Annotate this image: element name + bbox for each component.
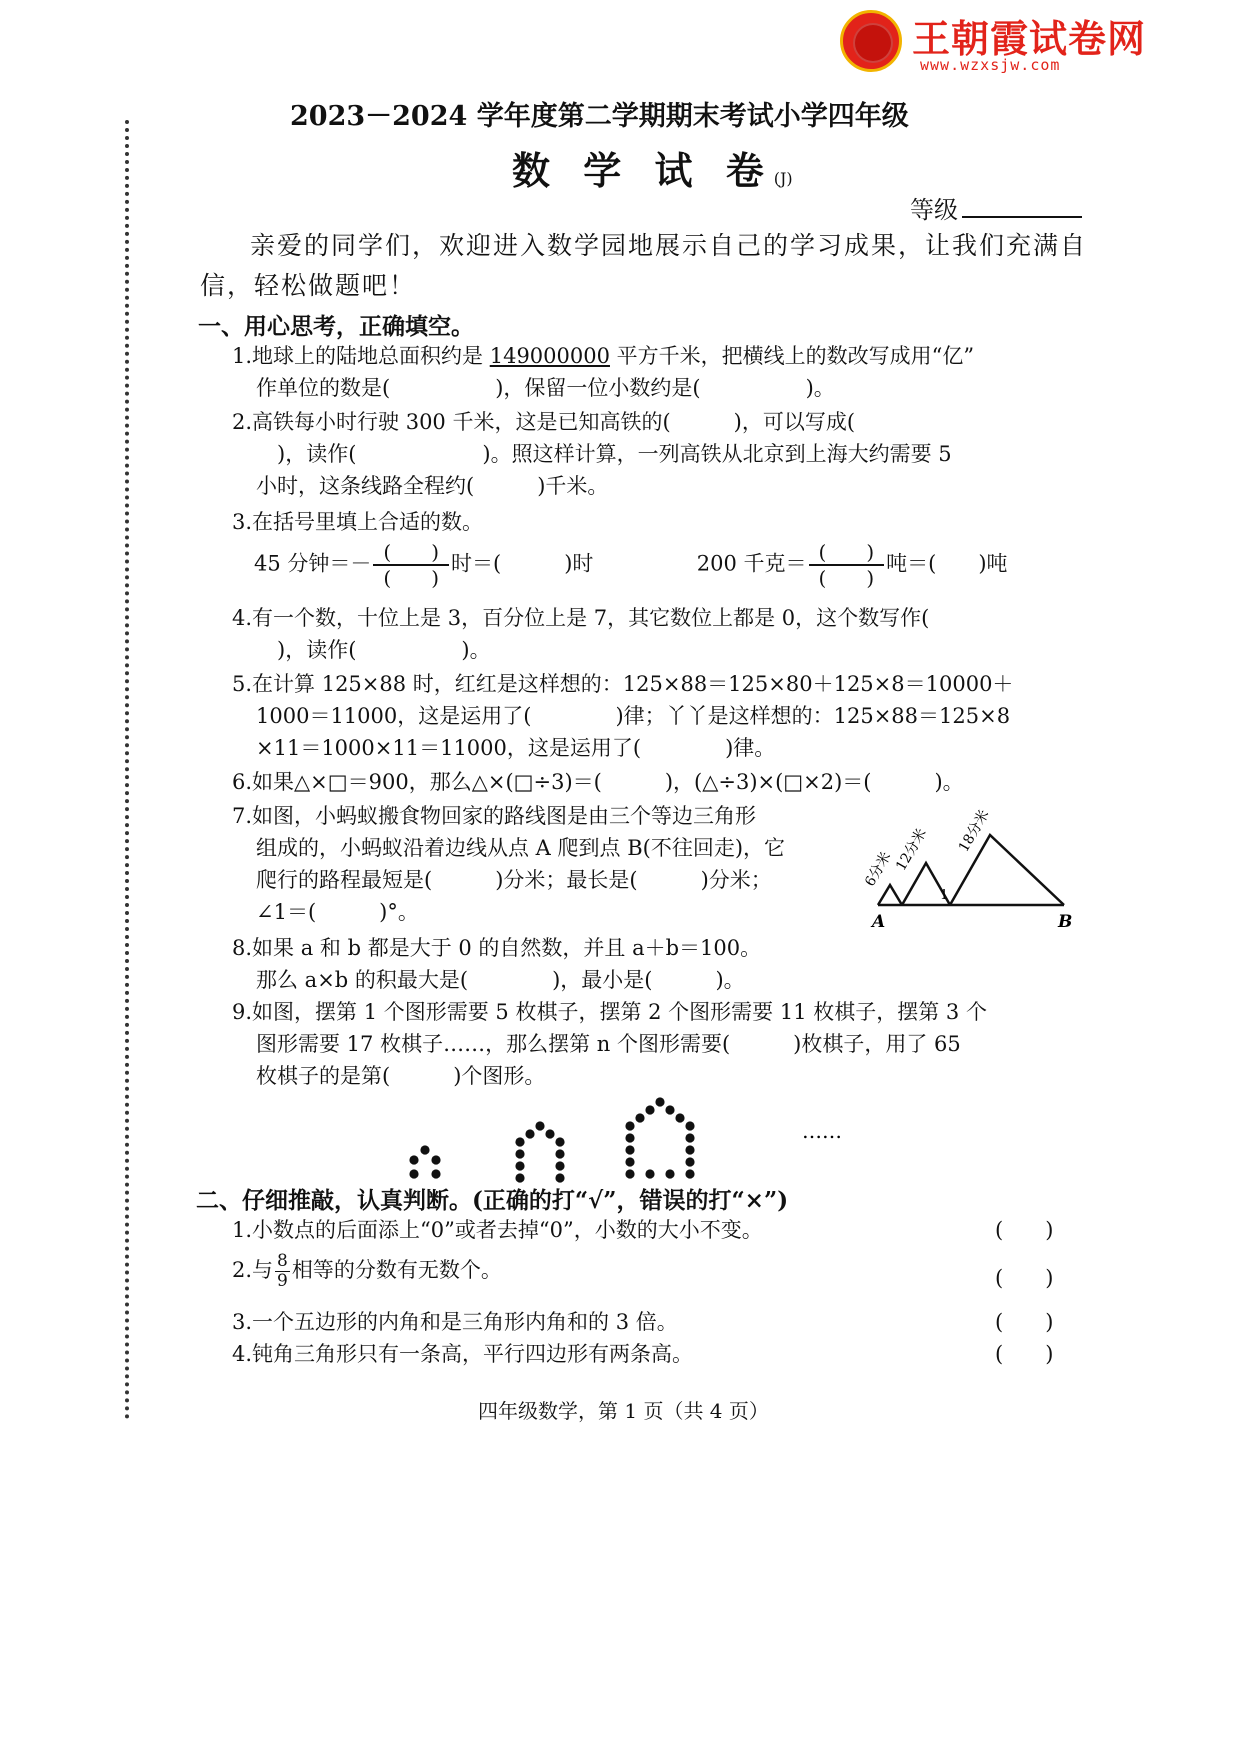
frac-den: ( ) (818, 566, 875, 590)
q3-fraction-a[interactable] (373, 540, 449, 590)
chess-piece-dot (545, 1129, 554, 1138)
q8-line1: 8.如果 a 和 b 都是大于 0 的自然数，并且 a＋b＝100。 (232, 936, 762, 960)
judge-item-2-text: 相等的分数有无数个。 (291, 1258, 502, 1282)
fraction-8-9 (275, 1252, 290, 1291)
q1-text-b: 平方千米，把横线上的数改写成用“亿” (609, 344, 975, 368)
q8-line2: 那么 a×b 的积最大是( )，最小是( )。 (256, 968, 745, 992)
frac-num: ( ) (809, 540, 885, 566)
q9-line2: 图形需要 17 枚棋子……，那么摆第 n 个图形需要( )枚棋子，用了 65 (256, 1032, 961, 1056)
page-footer: 四年级数学，第 1 页（共 4 页） (478, 1399, 769, 1423)
grade-label: 等级 (910, 196, 958, 224)
ant-route-triangle-figure (862, 795, 1078, 935)
q9-line1: 9.如图，摆第 1 个图形需要 5 枚棋子，摆第 2 个图形需要 11 枚棋子，摆第 3 个 (232, 1000, 987, 1024)
label-18dm: 18分米 (955, 807, 993, 855)
question-6: 6.如果△×□＝900，那么△×(□÷3)＝( )，(△÷3)×(□×2)＝( )。 (232, 770, 964, 794)
q3-b-prefix: 200 千克＝ (696, 551, 807, 576)
binding-dotted-line (125, 120, 129, 1420)
chess-piece-dot (409, 1169, 418, 1178)
chess-piece-dot (625, 1145, 634, 1154)
q9-line3: 枚棋子的是第( )个图形。 (256, 1064, 546, 1088)
q7-line1: 7.如图，小蚂蚁搬食物回家的路线图是由三个等边三角形 (232, 804, 757, 828)
subject-title-text: 数 学 试 卷 (512, 148, 774, 193)
section2-heading: 二、仔细推敲，认真判断。(正确的打“√”，错误的打“×”) (196, 1187, 789, 1214)
q5-line2: 1000＝11000，这是运用了( )律；丫丫是这样想的：125×88＝125×8 (256, 704, 1011, 728)
chess-piece-dot (625, 1133, 634, 1142)
intro-paragraph: 亲爱的同学们，欢迎进入数学园地展示自己的学习成果，让我们充满自信，轻松做题吧！ (200, 231, 1088, 300)
q7-line4: ∠1＝( )°。 (256, 900, 419, 924)
q3-a-prefix: 45 分钟＝－ (254, 551, 372, 576)
chess-piece-dot (420, 1145, 429, 1154)
chess-piece-dot (635, 1113, 644, 1122)
chess-piece-dot (645, 1105, 654, 1114)
question-3-blanks (254, 540, 1008, 590)
chess-piece-dot (625, 1169, 634, 1178)
chess-piece-dot (431, 1155, 440, 1164)
judge-answer-4[interactable]: ( ) (995, 1342, 1054, 1366)
site-logo (840, 10, 1160, 80)
label-6dm: 6分米 (862, 849, 895, 890)
label-12dm: 12分米 (893, 825, 930, 874)
chess-piece-dot (515, 1161, 524, 1170)
section1-heading: 一、用心思考，正确填空。 (198, 313, 474, 340)
chess-piece-dot (555, 1137, 564, 1146)
question-5 (232, 668, 1013, 764)
q5-line1: 5.在计算 125×88 时，红红是这样想的：125×88＝125×80＋125×8＝10000＋ (232, 672, 1014, 696)
q1-underlined-number: 149000000 (489, 344, 610, 368)
question-1 (232, 340, 974, 404)
chess-piece-dot (525, 1129, 534, 1138)
chess-piece-dot (431, 1169, 440, 1178)
chess-piece-dot (625, 1121, 634, 1130)
question-4 (232, 602, 929, 666)
exam-title: 2023－2024 学年度第二学期期末考试小学四年级 (290, 101, 909, 132)
judge-item-2 (232, 1252, 502, 1291)
question-7 (232, 800, 785, 928)
chess-piece-dot (685, 1133, 694, 1142)
chess-piece-dot (685, 1157, 694, 1166)
judge-answer-1[interactable]: ( ) (995, 1218, 1054, 1242)
q2-line2: )，读作( )。照这样计算，一列高铁从北京到上海大约需要 5 (256, 442, 952, 466)
q3-fraction-b[interactable] (809, 540, 885, 590)
chess-piece-dot (555, 1161, 564, 1170)
q1-text-c: 作单位的数是( )，保留一位小数约是( )。 (256, 376, 835, 400)
seal-icon (840, 10, 902, 72)
small-triangle (878, 885, 902, 905)
chess-piece-dot (515, 1137, 524, 1146)
chess-piece-dot (685, 1145, 694, 1154)
chess-piece-dot (675, 1113, 684, 1122)
question-9 (232, 996, 987, 1092)
q2-line1: 2.高铁每小时行驶 300 千米，这是已知高铁的( )，可以写成( (232, 410, 856, 434)
chess-piece-dot (655, 1097, 664, 1106)
grade-blank[interactable] (962, 194, 1082, 218)
paper-version: (J) (773, 169, 793, 188)
q4-line2: )，读作( )。 (256, 638, 491, 662)
point-a-label: A (872, 912, 886, 932)
q3-b-suffix: 吨＝( )吨 (886, 551, 1008, 576)
question-8 (232, 932, 761, 996)
q5-line3: ×11＝1000×11＝11000，这是运用了( )律。 (256, 736, 776, 760)
fraction-numerator: 8 (277, 1251, 288, 1271)
chess-piece-dot (625, 1157, 634, 1166)
judge-item-1: 1.小数点的后面添上“0”或者去掉“0”，小数的大小不变。 (232, 1218, 763, 1242)
question-3: 3.在括号里填上合适的数。 (232, 510, 484, 534)
logo-name: 王朝霞试卷网 (912, 17, 1147, 61)
chess-piece-dot (645, 1169, 654, 1178)
q3-a-suffix: 时＝( )时 (451, 551, 594, 576)
pattern-ellipsis: …… (802, 1119, 842, 1143)
judge-item-2-prefix: 2.与 (232, 1258, 274, 1282)
judge-item-3: 3.一个五边形的内角和是三角形内角和的 3 倍。 (232, 1310, 678, 1334)
frac-den: ( ) (383, 566, 440, 590)
angle-1-label: 1 (940, 888, 949, 903)
q4-line1: 4.有一个数，十位上是 3，百分位上是 7，其它数位上都是 0，这个数写作( (232, 606, 930, 630)
judge-answer-3[interactable]: ( ) (995, 1310, 1054, 1334)
q7-line2: 组成的，小蚂蚁沿着边线从点 A 爬到点 B(不往回走)，它 (256, 836, 786, 860)
chess-piece-dot (409, 1155, 418, 1164)
exam-subject-title (512, 140, 793, 195)
chess-piece-dot (515, 1149, 524, 1158)
judge-item-4: 4.钝角三角形只有一条高，平行四边形有两条高。 (232, 1342, 694, 1366)
q2-line3: 小时，这条线路全程约( )千米。 (256, 474, 609, 498)
grade-field[interactable] (910, 190, 1082, 225)
chess-piece-dot (555, 1149, 564, 1158)
chess-piece-dot (665, 1169, 674, 1178)
judge-answer-2[interactable]: ( ) (995, 1266, 1054, 1290)
logo-url: www.wzxsjw.com (920, 56, 1061, 74)
fraction-denominator: 9 (277, 1271, 288, 1291)
chess-piece-dot (535, 1121, 544, 1130)
chess-piece-dot (685, 1169, 694, 1178)
chess-piece-dot (665, 1105, 674, 1114)
q1-text-a: 1.地球上的陆地总面积约是 (232, 344, 490, 368)
q7-line3: 爬行的路程最短是( )分米；最长是( )分米； (256, 868, 772, 892)
point-b-label: B (1058, 912, 1073, 932)
question-2 (232, 406, 952, 502)
frac-num: ( ) (373, 540, 449, 566)
chess-piece-dot (685, 1121, 694, 1130)
